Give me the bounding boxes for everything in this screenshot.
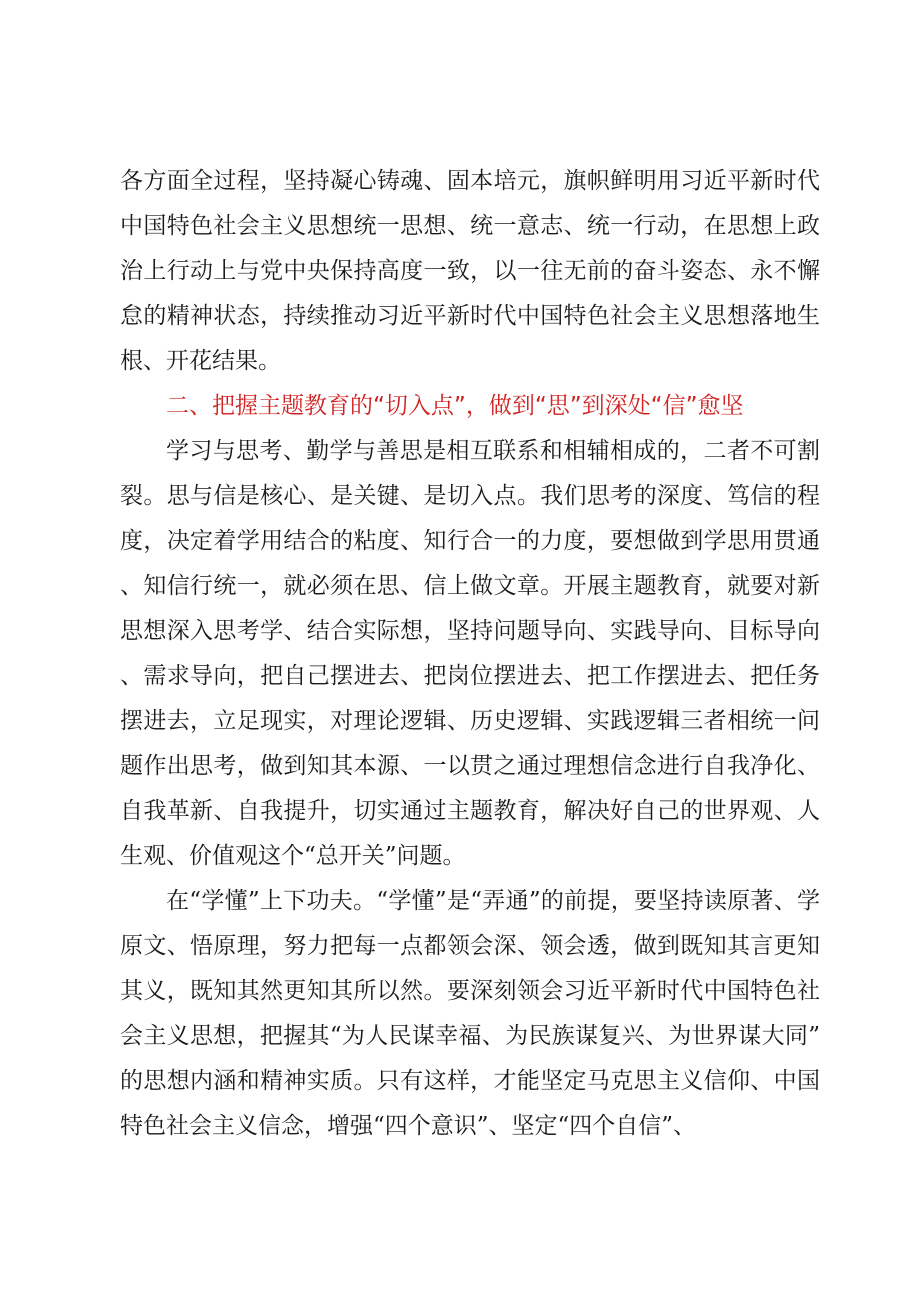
section-heading: 二、把握主题教育的“切入点”，做到“思”到深处“信”愈坚 xyxy=(166,393,744,419)
paragraph-body: 在“学懂”上下功夫。“学懂”是“弄通”的前提，要坚持读原著、学原文、悟原理，努力把每一点都领会深、领会透，做到既知其言更知其义，既知其然更知其所以然。要深刻领会习近平新时代中国特色社会主义思想，把握其“为人民谋幸福、为民族谋复兴、为世界谋大同”的思想内涵和精神实质。只有这样，才能坚定马克思主义信仰、中国特色社会主义信念，增强“四个意识”、坚定“四个自信”、 xyxy=(120,888,820,1139)
paragraph-continuation: 各方面全过程，坚持凝心铸魂、固本培元，旗帜鲜明用习近平新时代中国特色社会主义思想统一思想、统一意志、统一行动，在思想上政治上行动上与党中央保持高度一致，以一往无前的奋斗姿态、永不懈怠的精神状态，持续推动习近平新时代中国特色社会主义思想落地生根、开花结果。 xyxy=(120,168,820,374)
paragraph-body: 学习与思考、勤学与善思是相互联系和相辅相成的，二者不可割裂。思与信是核心、是关键、是切入点。我们思考的深度、笃信的程度，决定着学用结合的粘度、知行合一的力度，要想做到学思用贯通、知信行统一，就必须在思、信上做文章。开展主题教育，就要对新思想深入思考学、结合实际想，坚持问题导向、实践导向、目标导向、需求导向，把自己摆进去、把岗位摆进去、把工作摆进去、把任务摆进去，立足现实，对理论逻辑、历史逻辑、实践逻辑三者相统一问题作出思考，做到知其本源、一以贯之通过理想信念进行自我净化、自我革新、自我提升，切实通过主题教育，解决好自己的世界观、人生观、价值观这个“总开关”问题。 xyxy=(120,438,820,869)
document-body xyxy=(120,159,820,1149)
